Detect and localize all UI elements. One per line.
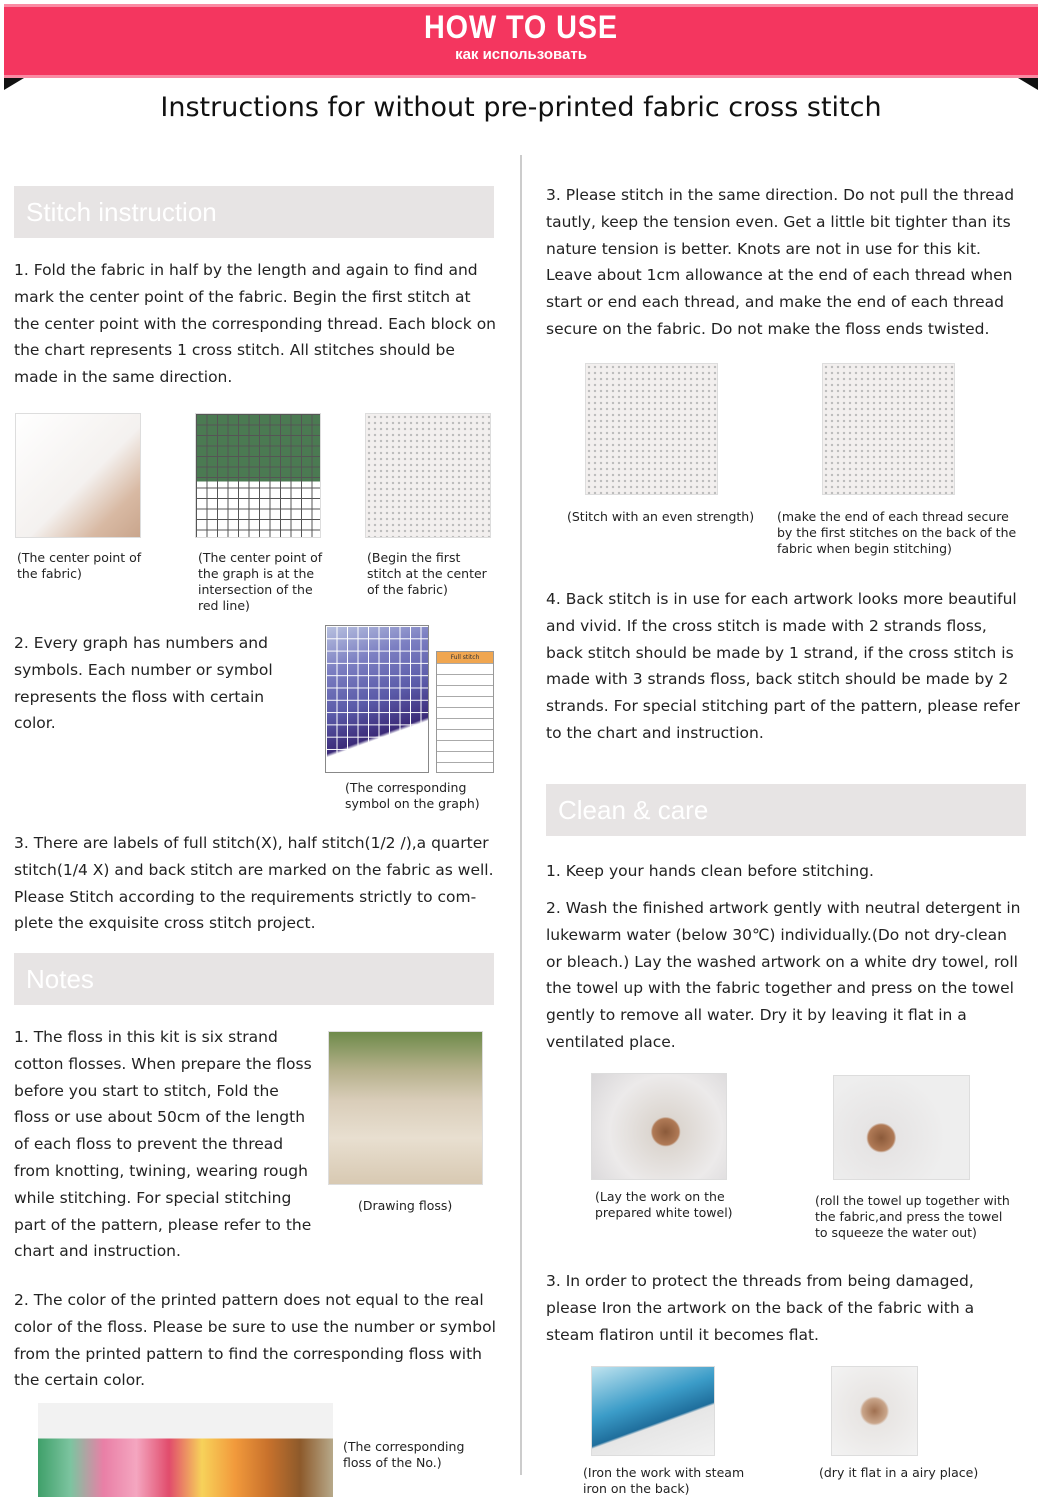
stitch-paragraph-2: 2. Every graph has numbers and symbols. Each number or symbol represents the floss with certain color. <box>14 634 273 733</box>
caption-first-stitch: (Begin the first stitch at the center of the fabric) <box>367 550 487 597</box>
dry-flat-photo <box>831 1366 918 1456</box>
fabric-fold-photo <box>15 413 141 538</box>
caption-even-strength: (Stitch with an even strength) <box>567 509 755 524</box>
header-title: HOW TO USE <box>423 9 619 45</box>
clean-paragraph-3: 3. In order to protect the threads from being damaged, please Iron the artwork on the back of the fabric with a steam flatiron until it becomes flat. <box>546 1272 975 1344</box>
even-strength-photo <box>585 363 718 495</box>
iron-photo <box>591 1366 715 1456</box>
stitch-paragraph-1: 1. Fold the fabric in half by the length and again to find and mark the center point of the fabric. Begin the first stitch at the center point with the corresponding thread. Each block on the chart represents 1 cross stitch. All stitches should be made in the same direction. <box>14 261 497 387</box>
caption-iron: (Iron the work with steam iron on the back) <box>583 1465 745 1496</box>
header-subtitle: как использовать <box>455 46 587 63</box>
section-heading-clean: Clean & care <box>546 784 1026 836</box>
floss-colors-photo <box>38 1403 333 1497</box>
header-banner <box>4 4 1038 78</box>
caption-floss-number: (The corresponding floss of the No.) <box>343 1439 465 1470</box>
towel-lay-photo <box>591 1073 727 1180</box>
clean-paragraph-1: 1. Keep your hands clean before stitching. <box>546 862 874 880</box>
caption-dry-flat: (dry it flat in a airy place) <box>819 1465 979 1480</box>
pattern-graph-photo <box>195 413 321 538</box>
caption-lay-towel: (Lay the work on the prepared white towel) <box>595 1189 733 1220</box>
page-title: Instructions for without pre-printed fabric cross stitch <box>160 92 882 123</box>
ribbon-fold-right <box>1018 78 1038 90</box>
floss-legend-table <box>436 651 494 773</box>
section-heading-stitch: Stitch instruction <box>14 186 494 238</box>
caption-center-fabric: (The center point of the fabric) <box>17 550 142 581</box>
legend-title: Full stitch <box>437 652 493 663</box>
caption-symbol-graph: (The corresponding symbol on the graph) <box>345 780 480 811</box>
ribbon-fold-left <box>4 78 24 90</box>
first-stitch-photo <box>365 413 491 538</box>
column-divider <box>520 155 522 1475</box>
caption-secure-thread: (make the end of each thread secure by the first stitches on the back of the fabric when begin stitching) <box>777 509 1017 556</box>
notes-paragraph-1: 1. The floss in this kit is six strand cotton flosses. When prepare the floss before you start to stitch, Fold the floss or use about 50cm of the length of each floss to prevent the thread from knotting, twining, wearing rough while stitching. For special stitching part of the pattern, please refer to the chart and instruction. <box>14 1028 312 1261</box>
stitch-paragraph-4: 4. Back stitch is in use for each artwork looks more beautiful and vivid. If the cross stitch is made with 2 strands floss, back stitch should be made by 1 strand, if the cross stitch is made with 3 strands floss, back stitch should be made by 2 strands. For special stitching part of the pattern, please refer to the chart and instruction. <box>546 590 1020 742</box>
stitch-paragraph-3: 3. There are labels of full stitch(X), half stitch(1/2 /),a quarter stitch(1/4 X) and back stitch are marked on the fabric as well. Please Stitch according to the requirements strictly to com-plete the exquisite cross stitch project. <box>14 834 494 933</box>
section-heading-notes: Notes <box>14 953 494 1005</box>
drawing-floss-photo <box>328 1031 483 1185</box>
caption-center-graph: (The center point of the graph is at the intersection of the red line) <box>198 550 323 613</box>
secure-thread-photo <box>822 363 955 495</box>
caption-roll-towel: (roll the towel up together with the fabric,and press the towel to squeeze the water out) <box>815 1193 1010 1240</box>
notes-paragraph-2: 2. The color of the printed pattern does not equal to the real color of the floss. Please be sure to use the number or symbol from the printed pattern to find the corresponding floss with the certain color. <box>14 1291 496 1390</box>
symbol-graph <box>325 625 429 773</box>
towel-roll-photo <box>833 1075 970 1180</box>
clean-paragraph-2: 2. Wash the finished artwork gently with neutral detergent in lukewarm water (below 30℃) individually.(Do not dry-clean or bleach.) Lay the washed artwork on a white dry towel, roll the towel up with the fabric together and press on the towel gently to remove all water. Dry it by leaving it flat in a ventilated place. <box>546 899 1021 1051</box>
caption-drawing-floss: (Drawing floss) <box>358 1198 453 1213</box>
stitch-paragraph-3-direction: 3. Please stitch in the same direction. Do not pull the thread tautly, keep the tension even. Get a little bit tighter than its nature tension is better. Knots are not in use for this kit. Leave about 1cm allowance at the end of each thread when start or end each thread, and make the end of each thread secure on the fabric. Do not make the floss ends twisted. <box>546 186 1015 338</box>
